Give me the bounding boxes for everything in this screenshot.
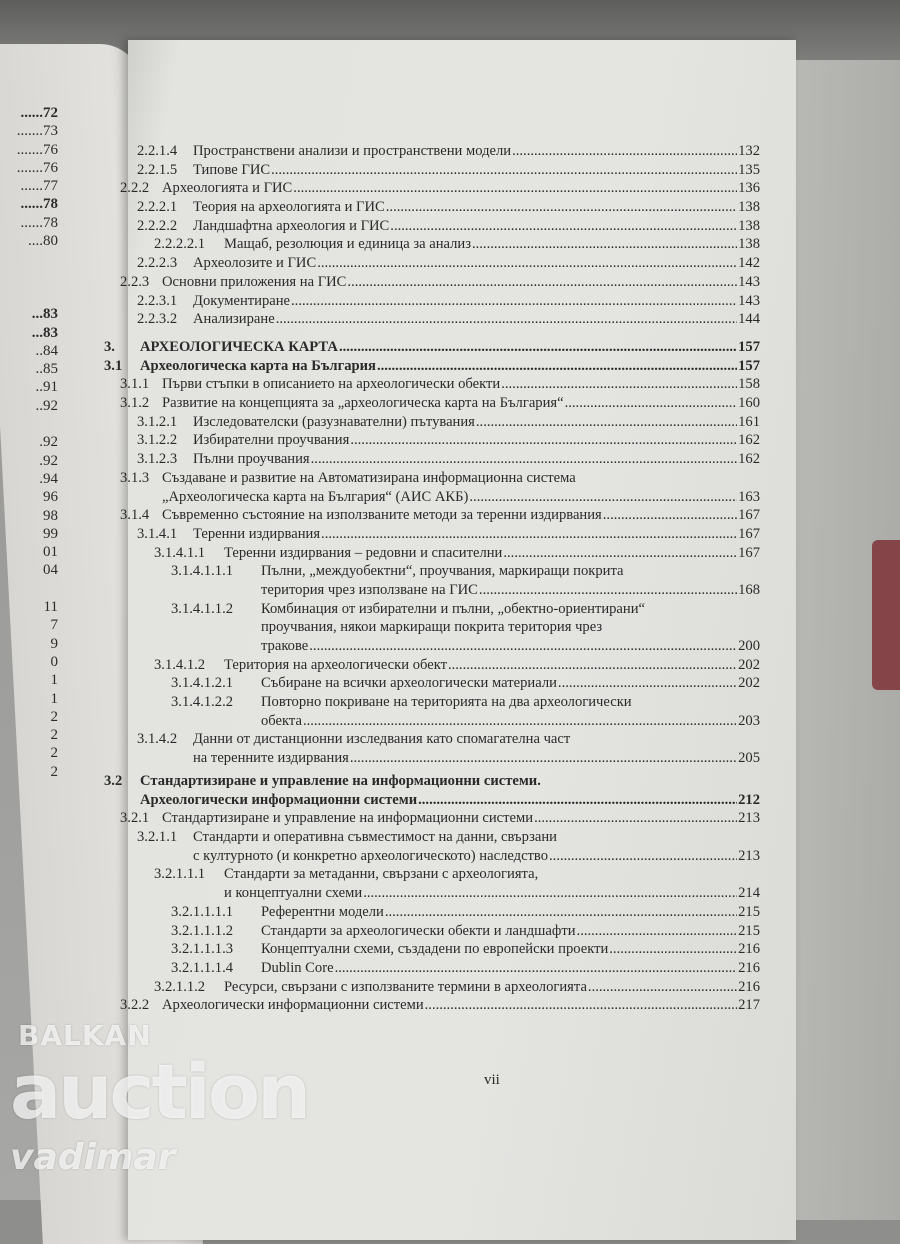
toc-entry-line (0, 506, 760, 525)
dot-leader (276, 310, 737, 329)
toc-entry-title: Пълни, „междуобектни“, проучвания, маркиращи покрита (261, 563, 624, 580)
toc-entry-title: Археолозите и ГИС (193, 255, 317, 272)
toc-entry-number: 3.1.3 (120, 469, 150, 486)
toc-entry-line (0, 310, 760, 329)
toc-entry-line (0, 637, 760, 656)
toc-entry-title: с културното (и конкретно археологическото) наследство (193, 847, 549, 864)
dot-leader (534, 809, 737, 828)
toc-entry-number: 2.2.1.4 (137, 143, 178, 159)
toc-entry-number: 3.1 (104, 357, 123, 374)
dot-leader (390, 217, 737, 236)
left-page-number: .......76 (16, 159, 58, 176)
dot-leader (291, 292, 737, 311)
toc-entry-title: Теренни издирвания (193, 525, 321, 542)
toc-entry-line (0, 142, 760, 161)
toc-entry-title: Избирателни проучвания (193, 432, 350, 449)
toc-entry-title: АРХЕОЛОГИЧЕСКА КАРТА (140, 339, 338, 355)
toc-section-3-1 (0, 338, 760, 768)
dot-leader (311, 450, 737, 469)
toc-entry-line (0, 978, 760, 997)
background-object (872, 540, 900, 690)
toc-entry-title: Теренни издирвания – редовни и спасителни (224, 544, 503, 561)
toc-entry-line (0, 903, 760, 922)
dot-leader (603, 506, 737, 525)
toc-entry-line (0, 809, 760, 828)
left-page-number: 99 (43, 525, 58, 542)
toc-entry-number: 2.2.1.5 (137, 161, 178, 178)
toc-entry-title: Стандарти и оперативна съвместимост на данни, свързани (193, 829, 557, 846)
dot-leader (577, 922, 738, 941)
left-page-number: 0 (50, 653, 58, 670)
toc-entry-line (0, 581, 760, 600)
toc-entry-number: 2.2.2.2 (137, 217, 178, 234)
toc-entry-number: 2.2.2.2.1 (154, 236, 206, 253)
toc-entry-page: 202 (738, 656, 760, 673)
toc-entry-line (0, 469, 760, 488)
toc-entry-page: 143 (738, 292, 760, 309)
toc-entry-title: Анализиране (193, 311, 275, 328)
toc-entry-line (0, 254, 760, 273)
toc-entry-title: Комбинация от избирателни и пълни, „обектно-ориентирани“ (261, 600, 645, 617)
toc-entry-page: 143 (738, 273, 760, 290)
watermark-line: BALKAN (18, 1019, 152, 1052)
left-page-number: ...83 (31, 306, 58, 323)
toc-entry-title: тракове (261, 638, 309, 654)
dot-leader (385, 903, 737, 922)
toc-entry-page: 215 (738, 903, 760, 920)
left-page-number: ..91 (35, 379, 58, 396)
toc-entry-title: Изследователски (разузнавателни) пътувания (193, 413, 475, 430)
dot-leader (347, 273, 737, 292)
dot-leader (335, 959, 738, 978)
toc-entry-line (0, 996, 760, 1015)
toc-entry-line (0, 292, 760, 311)
toc-entry-title: Археологически информационни системи (140, 791, 418, 808)
toc-entry-page: 202 (738, 675, 760, 692)
toc-entry-number: 3.1.4.1.2.2 (171, 694, 234, 711)
left-page-number: ...83 (31, 324, 58, 341)
toc-entry-number: 3.2.2 (120, 997, 150, 1014)
dot-leader (512, 142, 737, 161)
dot-leader (476, 413, 737, 432)
toc-entry-title: Съвременно състояние на използваните методи за теренни издирвания (162, 507, 602, 524)
toc-entry-line (0, 394, 760, 413)
dot-leader (339, 338, 737, 357)
toc-entry-number: 3.2 (104, 773, 123, 789)
toc-entry-page: 212 (738, 791, 760, 808)
toc-entry-line (0, 959, 760, 978)
toc-entry-page: 216 (738, 978, 760, 995)
toc-entry-line (0, 544, 760, 563)
toc-entry-title: Мащаб, резолюция и единица за анализ (224, 236, 471, 253)
watermark-line: auction (10, 1047, 309, 1136)
toc-entry-title: Създаване и развитие на Автоматизирана информационна система (162, 469, 576, 486)
toc-entry-number: 2.2.3.1 (137, 292, 178, 309)
toc-entry-line (0, 431, 760, 450)
toc-entry-page: 132 (738, 143, 760, 159)
toc-entry-line (0, 772, 760, 791)
left-page-number: 01 (43, 544, 58, 561)
toc-entry-title: територия чрез използване на ГИС (261, 581, 478, 598)
toc-entry-title: Археологията и ГИС (162, 180, 293, 197)
left-page-number: ..84 (35, 342, 58, 359)
left-page-number: 2 (50, 745, 58, 762)
dot-leader (549, 847, 737, 866)
toc-entry-number: 3.1.4.1.2.1 (171, 675, 234, 692)
toc-entry-page: 162 (738, 432, 760, 449)
toc-entry-line (0, 847, 760, 866)
toc-entry-line (0, 525, 760, 544)
toc-entry-number: 3.1.1 (120, 376, 150, 393)
toc-entry-line (0, 217, 760, 236)
left-page-number: .......73 (16, 123, 58, 140)
dot-leader (303, 712, 737, 731)
page-number: vii (484, 1072, 500, 1088)
toc-entry-title: Пълни проучвания (193, 451, 310, 468)
toc-entry-page: 217 (738, 997, 760, 1014)
dot-leader (317, 254, 737, 273)
toc-entry-line (0, 161, 760, 180)
toc-entry-page: 138 (738, 217, 760, 234)
toc-entry-title: на теренните издирвания (193, 750, 349, 767)
toc-entry-line (0, 712, 760, 731)
toc-entry-title: Стандартизиране и управление на информационни системи. (140, 773, 541, 789)
toc-entry-title: проучвания, някои маркиращи покрита територия чрез (261, 619, 603, 636)
toc-entry-page: 205 (738, 750, 760, 767)
dot-leader (609, 940, 737, 959)
dot-leader (386, 198, 737, 217)
dot-leader (501, 375, 737, 394)
toc-entry-title: Първи стъпки в описанието на археологически обекти (162, 376, 501, 393)
toc-entry-line (0, 600, 760, 619)
toc-entry-title: Основни приложения на ГИС (162, 273, 347, 290)
toc-section-3-2 (0, 772, 760, 1015)
toc-entry-line (0, 865, 760, 884)
left-page-number: ......78 (20, 196, 58, 213)
left-page-number: ......72 (20, 105, 58, 121)
dot-leader (293, 179, 737, 198)
dot-leader (503, 544, 737, 563)
toc-entry-title: Развитие на концепцията за „археологическа карта на България“ (162, 395, 564, 412)
toc-entry-line (0, 375, 760, 394)
left-page-number: .92 (39, 452, 58, 469)
toc-entry-title: Типове ГИС (193, 161, 271, 178)
toc-entry-number: 2.2.2.3 (137, 255, 178, 272)
dot-leader (558, 674, 737, 693)
toc-entry-number: 3.2.1.1.1.2 (171, 922, 234, 939)
left-page-number: 96 (43, 489, 58, 506)
toc-entry-title: Археологически информационни системи (162, 997, 424, 1014)
left-page-number: ......77 (20, 178, 58, 195)
toc-entry-page: 163 (738, 488, 760, 505)
toc-entry-page: 142 (738, 255, 760, 272)
toc-entry-title: „Археологическа карта на България“ (АИС АКБ) (162, 488, 469, 505)
toc-entry-number: 3.1.4.1.1.2 (171, 600, 234, 617)
toc-entry-line (0, 235, 760, 254)
dot-leader (418, 791, 737, 810)
toc-entry-number: 3. (104, 339, 115, 355)
toc-entry-title: и концептуални схеми (224, 885, 363, 902)
toc-entry-number: 3.1.4.1.2 (154, 656, 206, 673)
toc-entry-page: 167 (738, 544, 760, 561)
toc-entry-number: 3.2.1.1 (137, 829, 178, 846)
toc-entry-number: 3.1.4.1 (137, 525, 178, 542)
toc-entry-title: Повторно покриване на територията на два археологически (261, 694, 632, 711)
toc-entry-page: 136 (738, 180, 760, 197)
toc-entry-line (0, 338, 760, 357)
toc-entry-number: 2.2.3 (120, 273, 150, 290)
toc-entry-line (0, 357, 760, 376)
left-page-number: ......78 (20, 214, 58, 231)
toc-entry-number: 3.2.1.1.2 (154, 978, 206, 995)
left-page-number: 7 (50, 617, 58, 634)
left-page-number: 2 (50, 708, 58, 725)
toc-entry-title: Територия на археологически обект (224, 656, 447, 673)
toc-entry-number: 3.1.2.1 (137, 413, 178, 430)
toc-entry-title: Събиране на всички археологически материали (261, 675, 557, 692)
toc-entry-line (0, 828, 760, 847)
toc-entry-page: 144 (738, 311, 760, 328)
dot-leader (363, 884, 737, 903)
toc-entry-number: 3.1.2.3 (137, 451, 178, 468)
toc-entry-page: 203 (738, 712, 760, 729)
toc-entry-line (0, 884, 760, 903)
toc-entry-title: Концептуални схеми, създадени по европейски проекти (261, 941, 609, 958)
toc-entry-title: обекта (261, 712, 302, 729)
toc-entry-page: 214 (738, 885, 760, 902)
toc-entry-page: 213 (738, 847, 760, 864)
toc-entry-title: Ресурси, свързани с използваните термини в археологията (224, 978, 587, 995)
dot-leader (350, 749, 737, 768)
toc-entry-number: 3.1.4.1.1.1 (171, 563, 234, 580)
toc-entry-title: Dublin Core (261, 959, 334, 976)
left-page-number: .......76 (16, 141, 58, 158)
toc-entry-line (0, 562, 760, 581)
dot-leader (309, 637, 737, 656)
watermark-line: vadimar (10, 1137, 176, 1178)
dot-leader (425, 996, 737, 1015)
left-page-number: 98 (43, 507, 58, 524)
dot-leader (377, 357, 737, 376)
toc-entry-number: 3.2.1.1.1.4 (171, 959, 234, 976)
toc-entry-page: 160 (738, 395, 760, 412)
toc-entry-line (0, 940, 760, 959)
toc-section-2-2 (0, 142, 760, 329)
toc-entry-page: 162 (738, 451, 760, 468)
toc-entry-page: 167 (738, 525, 760, 542)
dot-leader (321, 525, 737, 544)
toc-entry-page: 200 (738, 638, 760, 654)
left-page-number: 9 (50, 635, 58, 652)
toc-entry-title: Археологическа карта на България (140, 357, 376, 374)
dot-leader (479, 581, 737, 600)
toc-entry-page: 216 (738, 959, 760, 976)
toc-entry-number: 3.2.1.1.1 (154, 866, 206, 883)
dot-leader (565, 394, 738, 413)
toc-entry-title: Референтни модели (261, 903, 384, 920)
toc-entry-line (0, 198, 760, 217)
dot-leader (588, 978, 737, 997)
toc-entry-number: 3.1.4.1.1 (154, 544, 206, 561)
toc-entry-line (0, 656, 760, 675)
toc-entry-line (0, 674, 760, 693)
toc-entry-number: 3.2.1.1.1.3 (171, 941, 234, 958)
left-page-number: ..92 (35, 397, 58, 414)
toc-entry-line (0, 693, 760, 712)
toc-entry-title: Документиране (193, 292, 291, 309)
toc-entry-number: 2.2.2 (120, 180, 150, 197)
toc-entry-page: 213 (738, 810, 760, 827)
toc-entry-number: 3.1.2.2 (137, 432, 178, 449)
toc-entry-page: 138 (738, 236, 760, 253)
dot-leader (472, 235, 737, 254)
toc-entry-number: 2.2.2.1 (137, 199, 178, 216)
toc-entry-line (0, 450, 760, 469)
toc-entry-number: 3.1.2 (120, 395, 150, 412)
toc-entry-page: 135 (738, 161, 760, 178)
toc-entry-page: 161 (738, 413, 760, 430)
toc-entry-line (0, 273, 760, 292)
left-page-number: 2 (50, 727, 58, 744)
toc-entry-line (0, 922, 760, 941)
toc-entry-title: Стандартизиране и управление на информационни системи (162, 810, 534, 827)
toc-entry-title: Данни от дистанционни изследвания като спомагателна част (193, 731, 571, 748)
toc-entry-page: 157 (738, 339, 760, 355)
left-page-number: 2 (50, 763, 58, 780)
toc-entry-line (0, 618, 760, 637)
toc-entry-page: 216 (738, 941, 760, 958)
left-page-number: ....80 (28, 233, 58, 250)
toc-entry-line (0, 791, 760, 810)
toc-entry-number: 3.1.4 (120, 507, 150, 524)
toc-entry-page: 215 (738, 922, 760, 939)
toc-entry-page: 167 (738, 507, 760, 524)
toc-entry-title: Теория на археологията и ГИС (193, 199, 385, 216)
toc-entry-title: Стандарти за метаданни, свързани с археологията, (224, 866, 539, 883)
toc-entry-number: 3.1.4.2 (137, 731, 178, 748)
left-page-number: .92 (39, 434, 58, 451)
toc-entry-line (0, 488, 760, 507)
toc-entry-page: 138 (738, 199, 760, 216)
toc-entry-line (0, 749, 760, 768)
toc-entry-page: 168 (738, 581, 760, 598)
toc-entry-title: Пространствени анализи и пространствени модели (193, 143, 512, 159)
left-page-number: 04 (43, 562, 58, 579)
left-page-number: ..85 (35, 361, 58, 378)
dot-leader (448, 656, 737, 675)
toc-entry-title: Ландшафтна археология и ГИС (193, 217, 390, 234)
toc-entry-line (0, 413, 760, 432)
toc-entry-number: 3.2.1.1.1.1 (171, 903, 234, 920)
left-page-number: 1 (50, 690, 58, 707)
toc-entry-line (0, 730, 760, 749)
dot-leader (469, 488, 737, 507)
left-page-number: .94 (39, 470, 58, 487)
toc-entry-number: 3.2.1 (120, 810, 150, 827)
toc-entry-number: 2.2.3.2 (137, 311, 178, 328)
toc-entry-title: Стандарти за археологически обекти и ландшафти (261, 922, 576, 939)
left-page-number: 11 (43, 599, 58, 616)
dot-leader (350, 431, 737, 450)
toc-entry-line (0, 179, 760, 198)
toc-entry-page: 157 (738, 357, 760, 374)
toc-entry-page: 158 (738, 376, 760, 393)
dot-leader (271, 161, 737, 180)
left-page-number: 1 (50, 672, 58, 689)
